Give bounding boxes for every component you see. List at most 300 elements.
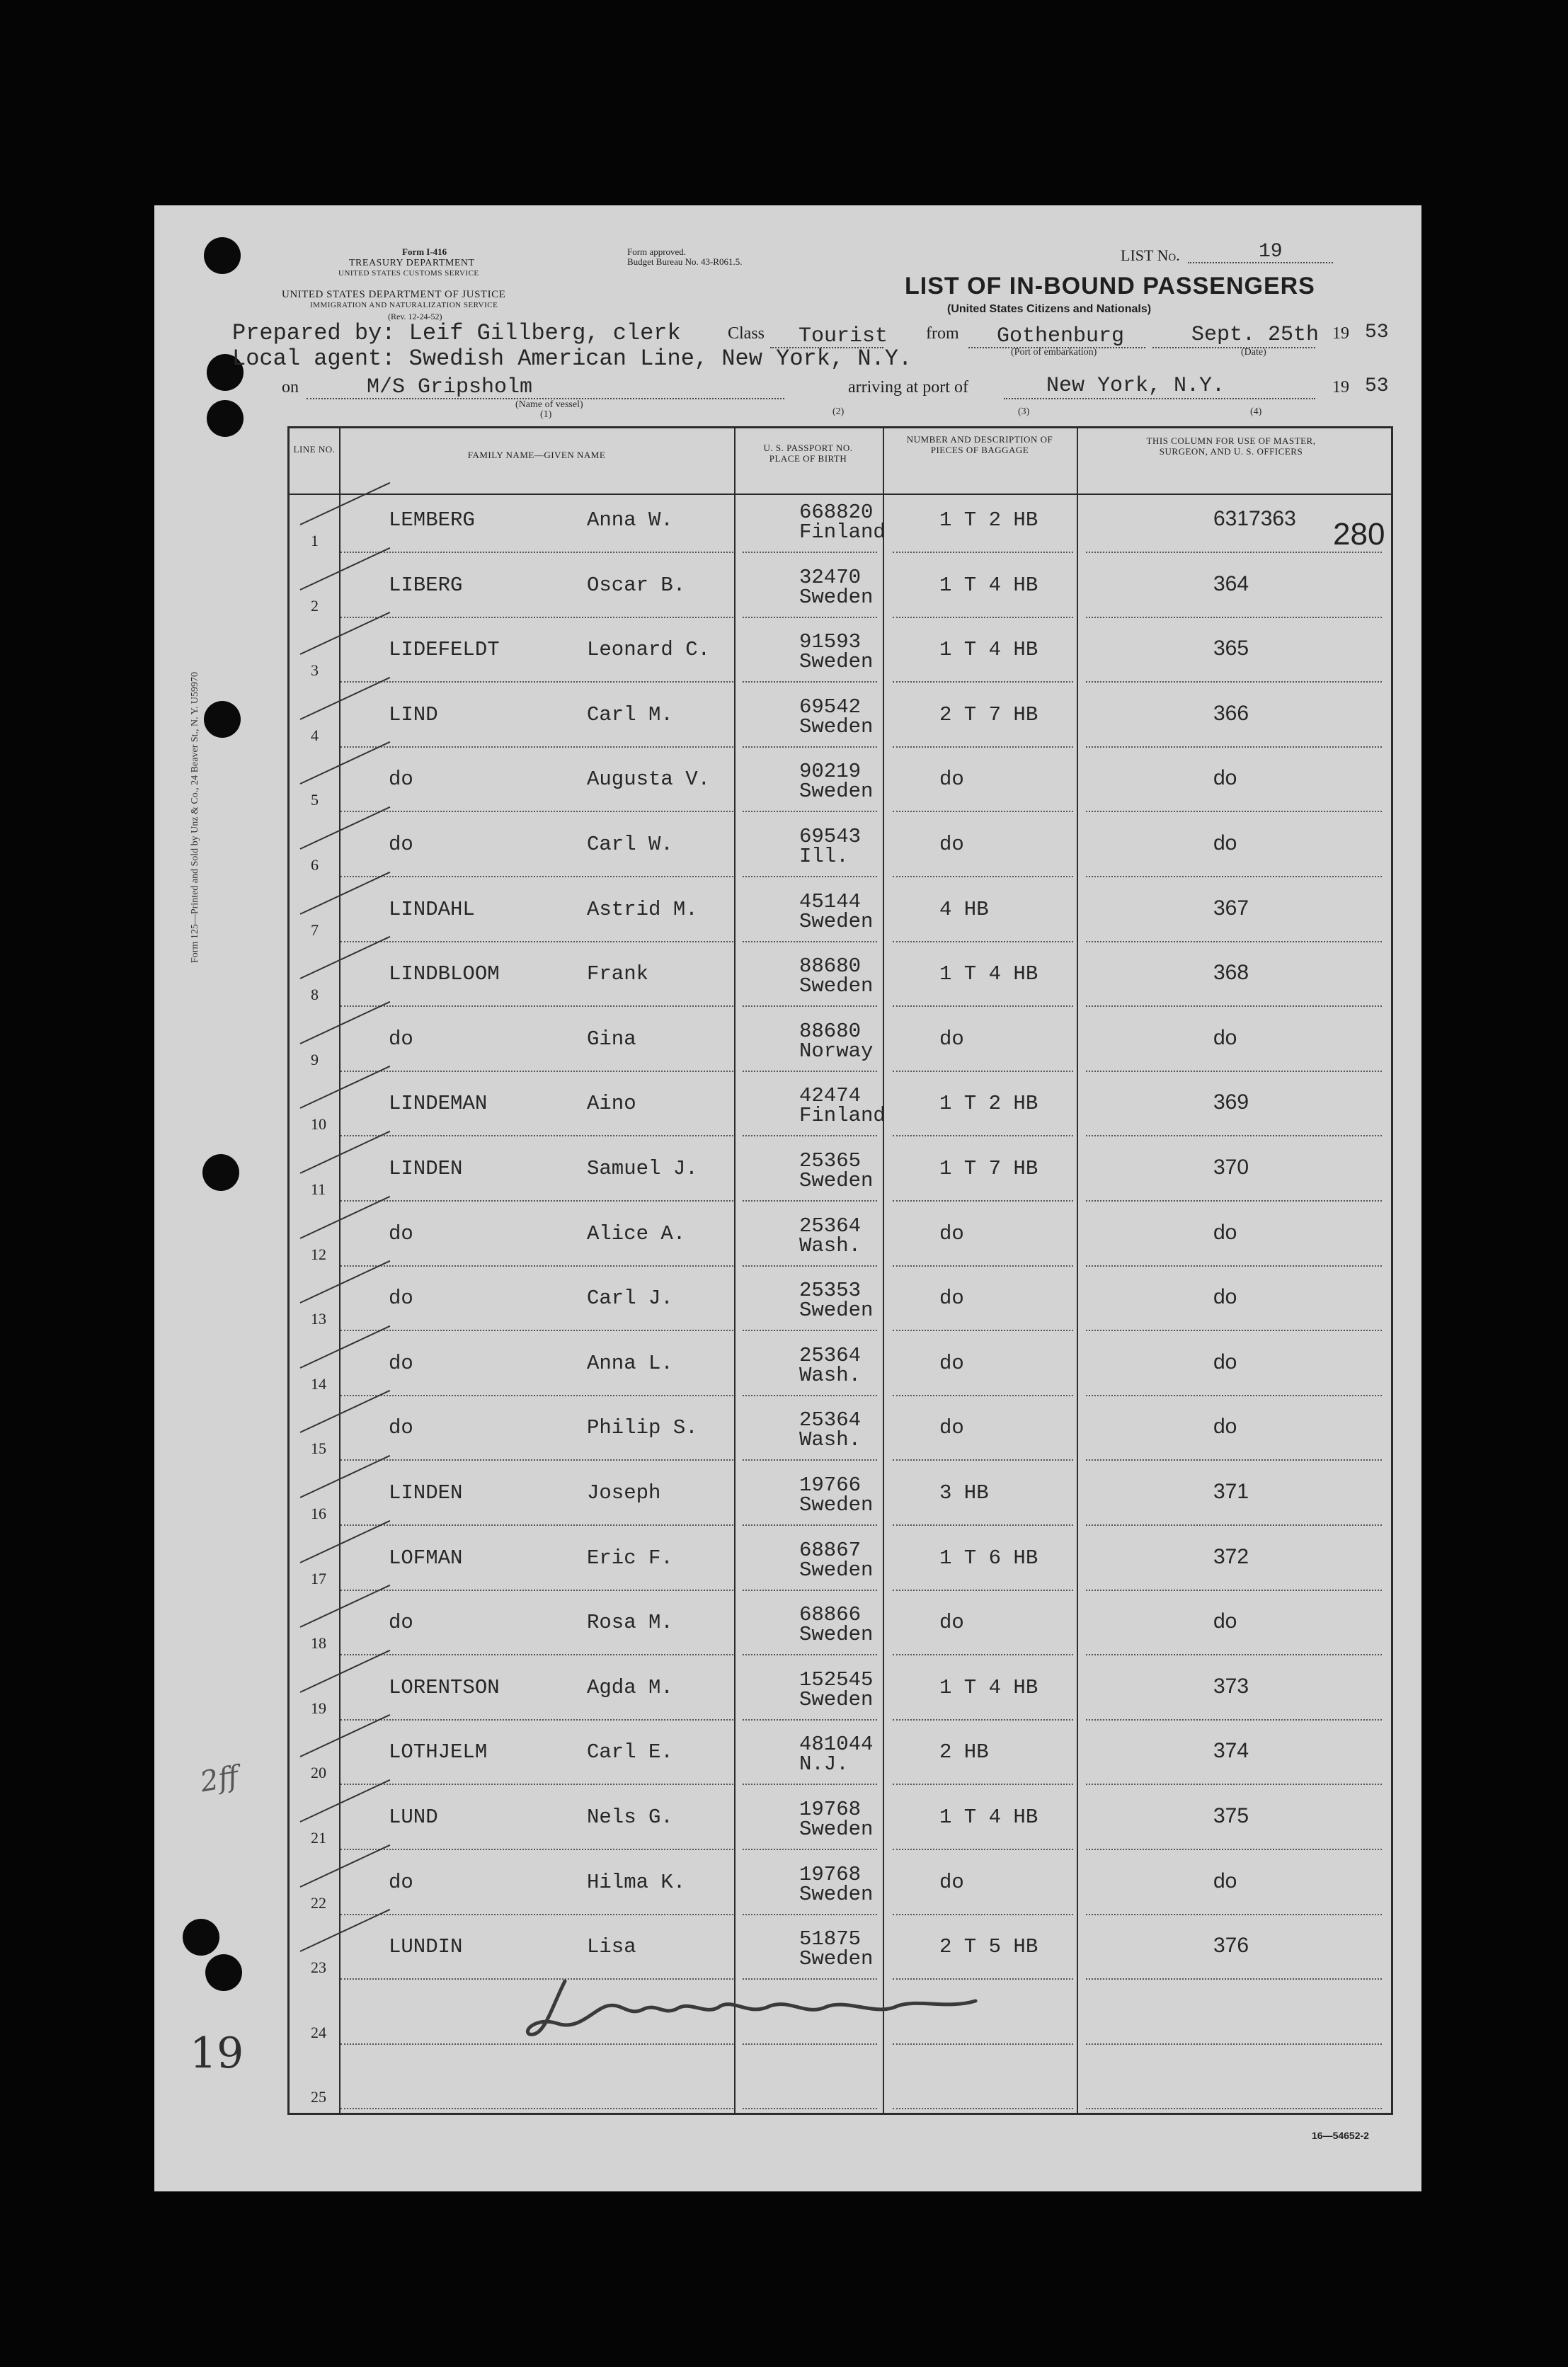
line-number: 25 <box>311 2088 326 2106</box>
line-number: 13 <box>311 1310 326 1328</box>
row-dotted-rule <box>743 811 877 812</box>
line-number: 24 <box>311 2023 326 2041</box>
row-dotted-rule <box>743 1849 877 1850</box>
row-dotted-rule <box>893 1590 1073 1591</box>
family-name: do <box>389 1416 413 1440</box>
passport-cell <box>799 1929 873 1969</box>
printer-imprint: Form 125—Printed and Sold by Unz & Co., 24 Beaver St., N. Y. U59970 <box>190 671 200 963</box>
baggage-description: do <box>939 833 964 856</box>
passport-number: 25365 <box>799 1149 862 1173</box>
table-row <box>290 1274 1391 1338</box>
given-name: Nels G. <box>587 1806 673 1829</box>
place-of-birth: Sweden <box>799 1623 874 1647</box>
officer-number: 6317363 <box>1213 507 1296 530</box>
given-name: Astrid M. <box>587 897 698 921</box>
customs-label: UNITED STATES CUSTOMS SERVICE <box>338 269 479 278</box>
family-name: LEMBERG <box>389 508 475 532</box>
row-dotted-rule <box>1086 1135 1382 1136</box>
row-dotted-rule <box>743 1524 877 1526</box>
given-name: Carl W. <box>587 833 673 856</box>
baggage-description: 2 T 7 HB <box>939 702 1038 726</box>
year-prefix: 19 <box>1332 324 1349 343</box>
table-row <box>290 690 1391 755</box>
passport-number: 152545 <box>799 1667 874 1692</box>
row-dotted-rule <box>743 1590 877 1591</box>
family-name: LINDAHL <box>389 897 475 921</box>
row-dotted-rule <box>743 552 877 553</box>
line-number: 2 <box>311 596 319 615</box>
row-dotted-rule <box>1086 1719 1382 1721</box>
place-of-birth: N.J. <box>799 1752 849 1776</box>
passport-cell <box>799 827 861 867</box>
passport-cell <box>799 1473 874 1517</box>
col-header-passport: U. S. PASSPORT NO. PLACE OF BIRTH <box>763 443 853 464</box>
line-number: 5 <box>311 791 319 809</box>
arriving-label: arriving at port of <box>848 378 968 397</box>
baggage-description: do <box>939 1221 964 1245</box>
passport-cell <box>799 1667 874 1711</box>
line-number: 23 <box>311 1958 326 1977</box>
baggage-description: 1 T 4 HB <box>939 962 1038 986</box>
col-caption-1: (1) <box>540 409 552 420</box>
passport-cell <box>799 889 874 933</box>
row-dotted-rule <box>893 1524 1073 1526</box>
family-name: LINDBLOOM <box>389 962 500 986</box>
table-row <box>290 496 1391 560</box>
row-dotted-rule <box>341 617 733 618</box>
row-dotted-rule <box>743 1395 877 1396</box>
given-name: Frank <box>587 962 649 986</box>
treasury-label: TREASURY DEPARTMENT <box>349 258 475 268</box>
row-dotted-rule <box>743 1330 877 1331</box>
passport-cell <box>799 1735 873 1774</box>
arrival-year-suffix: 53 <box>1365 375 1389 397</box>
place-of-birth: Sweden <box>799 1169 874 1192</box>
row-dotted-rule <box>893 1849 1073 1850</box>
place-of-birth: Sweden <box>799 974 874 998</box>
port-embark-caption: (Port of embarkation) <box>1011 347 1097 358</box>
row-dotted-rule <box>1086 1524 1382 1526</box>
line-number: 12 <box>311 1245 326 1263</box>
row-dotted-rule <box>893 1459 1073 1461</box>
line-number: 10 <box>311 1115 326 1134</box>
family-name: do <box>389 1221 413 1245</box>
row-dotted-rule <box>341 876 733 877</box>
row-dotted-rule <box>1086 1395 1382 1396</box>
passport-cell <box>799 1538 874 1582</box>
row-dotted-rule <box>743 2108 877 2109</box>
line-number: 15 <box>311 1439 326 1458</box>
officer-number: do <box>1213 1285 1237 1309</box>
passport-number: 19766 <box>799 1473 862 1497</box>
line-number: 20 <box>311 1764 326 1782</box>
header-rule <box>290 494 1391 495</box>
row-dotted-rule <box>893 617 1073 618</box>
row-dotted-rule <box>1086 1200 1382 1202</box>
passport-number: 68866 <box>799 1603 862 1627</box>
family-name: LUND <box>389 1806 438 1829</box>
passport-cell <box>799 1800 873 1840</box>
passport-number: 19768 <box>799 1862 862 1886</box>
passport-number: 32470 <box>799 565 862 589</box>
row-dotted-rule <box>893 1135 1073 1136</box>
col-header-name: FAMILY NAME—GIVEN NAME <box>467 450 606 460</box>
row-dotted-rule <box>1086 1265 1382 1267</box>
row-dotted-rule <box>893 1071 1073 1072</box>
family-name: LIBERG <box>389 573 463 597</box>
table-row <box>290 885 1391 949</box>
place-of-birth: Sweden <box>799 1947 874 1971</box>
officer-number: 365 <box>1213 637 1249 661</box>
ins-label: IMMIGRATION AND NATURALIZATION SERVICE <box>310 301 498 309</box>
row-dotted-rule <box>341 681 733 683</box>
baggage-description: 3 HB <box>939 1481 989 1505</box>
line-number: 4 <box>311 726 319 744</box>
row-dotted-rule <box>743 1071 877 1072</box>
row-dotted-rule <box>893 1914 1073 1915</box>
passport-cell <box>799 1086 886 1126</box>
place-of-birth: Wash. <box>799 1363 862 1387</box>
family-name: LIND <box>389 702 438 726</box>
baggage-description: do <box>939 1287 964 1311</box>
passport-number: 88680 <box>799 954 862 979</box>
place-of-birth: Ill. <box>799 845 849 868</box>
row-dotted-rule <box>743 1200 877 1202</box>
row-dotted-rule <box>341 1654 733 1655</box>
footer-code: 16—54652-2 <box>1312 2130 1369 2141</box>
row-dotted-rule <box>893 1719 1073 1721</box>
passport-cell <box>799 954 874 998</box>
table-row <box>290 820 1391 884</box>
officer-number: 366 <box>1213 701 1249 725</box>
baggage-description: 2 T 5 HB <box>939 1935 1038 1959</box>
row-dotted-rule <box>341 552 733 553</box>
table-row <box>290 1728 1391 1792</box>
family-name: do <box>389 768 413 792</box>
officer-number: do <box>1213 1025 1237 1049</box>
table-row <box>290 1015 1391 1079</box>
table-row <box>290 1793 1391 1857</box>
binder-hole <box>207 400 244 437</box>
row-dotted-rule <box>341 1395 733 1396</box>
row-dotted-rule <box>341 1914 733 1915</box>
given-name: Hilma K. <box>587 1870 686 1894</box>
passport-cell <box>799 1410 861 1450</box>
arrival-port: New York, N.Y. <box>1046 374 1225 398</box>
line-number: 6 <box>311 856 319 874</box>
col-caption-3: (3) <box>1018 406 1030 417</box>
passport-cell <box>799 632 873 672</box>
row-dotted-rule <box>743 876 877 877</box>
given-name: Anna W. <box>587 508 673 532</box>
line-number: 1 <box>311 532 319 549</box>
row-dotted-rule <box>893 1265 1073 1267</box>
row-dotted-rule <box>1086 1784 1382 1785</box>
row-dotted-rule <box>341 1784 733 1785</box>
family-name: LINDEMAN <box>389 1092 488 1116</box>
local-agent: Local agent: Swedish American Line, New York, N.Y. <box>232 346 912 372</box>
row-dotted-rule <box>1086 1071 1382 1072</box>
given-name: Eric F. <box>587 1546 673 1570</box>
line-number: 11 <box>311 1180 326 1198</box>
row-dotted-rule <box>341 941 733 942</box>
prepared-by: Prepared by: Leif Gillberg, clerk <box>232 320 681 346</box>
family-name: LOTHJELM <box>389 1740 488 1764</box>
row-dotted-rule <box>893 746 1073 748</box>
row-dotted-rule <box>1086 1654 1382 1655</box>
row-dotted-rule <box>893 1330 1073 1331</box>
row-dotted-rule <box>1086 941 1382 942</box>
given-name: Gina <box>587 1027 636 1051</box>
row-dotted-rule <box>743 1914 877 1915</box>
table-row <box>290 561 1391 625</box>
line-number: 8 <box>311 986 319 1004</box>
row-dotted-rule <box>341 1459 733 1461</box>
row-dotted-rule <box>341 1524 733 1526</box>
line-number: 19 <box>311 1699 326 1717</box>
baggage-description: 2 HB <box>939 1740 989 1764</box>
given-name: Leonard C. <box>587 638 711 662</box>
manifest-page <box>154 205 1421 2191</box>
class-value: Tourist <box>799 324 888 348</box>
given-name: Anna L. <box>587 1351 673 1375</box>
form-number: Form I-416 <box>402 246 447 257</box>
col-caption-2: (2) <box>832 406 845 417</box>
row-dotted-rule <box>341 1005 733 1007</box>
given-name: Lisa <box>587 1935 636 1959</box>
row-dotted-rule <box>1086 1914 1382 1915</box>
officer-number: 375 <box>1213 1804 1249 1827</box>
officer-number: 367 <box>1213 896 1249 920</box>
binder-hole <box>205 1954 242 1991</box>
given-name: Carl J. <box>587 1287 673 1311</box>
officer-number: 370 <box>1213 1156 1249 1179</box>
place-of-birth: Sweden <box>799 1818 874 1841</box>
binder-hole <box>204 237 241 274</box>
passport-number: 90219 <box>799 760 862 784</box>
row-dotted-rule <box>1086 811 1382 812</box>
table-row <box>290 1468 1391 1533</box>
from-value: Gothenburg <box>997 324 1125 348</box>
passport-cell <box>799 1605 873 1645</box>
officer-number: do <box>1213 1869 1237 1893</box>
baggage-description: do <box>939 1416 964 1440</box>
row-dotted-rule <box>1086 1005 1382 1007</box>
officer-number: do <box>1213 766 1237 790</box>
passport-number: 481044 <box>799 1733 874 1757</box>
baggage-description: 1 T 2 HB <box>939 508 1038 532</box>
line-number: 21 <box>311 1829 326 1847</box>
tally-check-mark <box>300 482 391 525</box>
family-name: do <box>389 1351 413 1375</box>
officer-number: do <box>1213 1415 1237 1439</box>
place-of-birth: Finland <box>799 520 886 544</box>
row-dotted-rule <box>341 2108 733 2109</box>
officer-number: do <box>1213 1220 1237 1244</box>
on-label: on <box>282 378 299 397</box>
table-row <box>290 1403 1391 1468</box>
line-number: 9 <box>311 1050 319 1068</box>
passenger-table <box>287 426 1393 2115</box>
from-label: from <box>926 324 959 343</box>
officer-number: do <box>1213 1350 1237 1374</box>
place-of-birth: Sweden <box>799 1882 874 1906</box>
row-dotted-rule <box>743 1654 877 1655</box>
date-line <box>1152 347 1315 348</box>
row-dotted-rule <box>1086 552 1382 553</box>
row-dotted-rule <box>1086 1849 1382 1850</box>
line-number: 17 <box>311 1569 326 1587</box>
passport-number: 69543 <box>799 825 862 848</box>
baggage-description: 1 T 7 HB <box>939 1157 1038 1180</box>
row-dotted-rule <box>341 1330 733 1331</box>
officer-signature <box>522 1967 1032 2052</box>
line-number: 14 <box>311 1374 326 1393</box>
passport-cell <box>799 697 873 737</box>
place-of-birth: Norway <box>799 1039 874 1063</box>
given-name: Carl E. <box>587 1740 673 1764</box>
place-of-birth: Sweden <box>799 780 874 804</box>
line-number: 7 <box>311 920 319 939</box>
table-row <box>290 1858 1391 1922</box>
corner-number: 280 <box>1333 517 1385 552</box>
baggage-description: 1 T 2 HB <box>939 1092 1038 1116</box>
place-of-birth: Sweden <box>799 1558 874 1582</box>
budget-label: Budget Bureau No. 43-R061.5. <box>627 256 743 267</box>
given-name: Samuel J. <box>587 1157 698 1180</box>
row-dotted-rule <box>341 1265 733 1267</box>
row-dotted-rule <box>341 1135 733 1136</box>
officer-number: 376 <box>1213 1934 1249 1958</box>
arrival-year-prefix: 19 <box>1332 378 1349 397</box>
row-dotted-rule <box>893 681 1073 683</box>
place-of-birth: Sweden <box>799 1299 874 1323</box>
passport-number: 19768 <box>799 1798 862 1821</box>
binder-hole <box>204 701 241 738</box>
place-of-birth: Sweden <box>799 585 874 609</box>
passport-cell <box>799 1281 873 1321</box>
table-row <box>290 2052 1391 2116</box>
approved-label: Form approved. <box>627 246 687 257</box>
table-row <box>290 1144 1391 1209</box>
arrival-line <box>1004 398 1315 399</box>
col-header-baggage: NUMBER AND DESCRIPTION OF PIECES OF BAGGAGE <box>906 434 1053 455</box>
row-dotted-rule <box>743 1784 877 1785</box>
row-dotted-rule <box>743 941 877 942</box>
baggage-description: 1 T 4 HB <box>939 638 1038 662</box>
row-dotted-rule <box>1086 2043 1382 2045</box>
baggage-description: do <box>939 1351 964 1375</box>
place-of-birth: Sweden <box>799 714 874 738</box>
row-dotted-rule <box>1086 617 1382 618</box>
row-dotted-rule <box>893 876 1073 877</box>
baggage-description: 1 T 4 HB <box>939 1806 1038 1829</box>
family-name: LINDEN <box>389 1157 463 1180</box>
row-dotted-rule <box>893 1200 1073 1202</box>
row-dotted-rule <box>341 1071 733 1072</box>
row-dotted-rule <box>1086 1459 1382 1461</box>
row-dotted-rule <box>893 1395 1073 1396</box>
officer-number: 374 <box>1213 1739 1249 1763</box>
table-row <box>290 1663 1391 1728</box>
family-name: do <box>389 1611 413 1635</box>
row-dotted-rule <box>743 1135 877 1136</box>
baggage-description: do <box>939 1611 964 1635</box>
line-number: 18 <box>311 1634 326 1653</box>
family-name: do <box>389 833 413 856</box>
vessel-caption: (Name of vessel) <box>515 399 583 410</box>
passport-number: 25364 <box>799 1214 862 1238</box>
passport-number: 668820 <box>799 501 874 524</box>
list-no-value: 19 <box>1259 241 1283 263</box>
row-dotted-rule <box>341 1590 733 1591</box>
officer-number: do <box>1213 1609 1237 1633</box>
row-dotted-rule <box>341 746 733 748</box>
list-no-label: LIST No. <box>1121 246 1180 264</box>
margin-list-mark: 19 <box>190 2029 244 2078</box>
officer-number: 368 <box>1213 961 1249 985</box>
family-name: LIDEFELDT <box>389 638 500 662</box>
baggage-description: 1 T 4 HB <box>939 573 1038 597</box>
given-name: Rosa M. <box>587 1611 673 1635</box>
passport-number: 69542 <box>799 695 862 719</box>
row-dotted-rule <box>893 1005 1073 1007</box>
row-dotted-rule <box>1086 1590 1382 1591</box>
given-name: Oscar B. <box>587 573 686 597</box>
given-name: Augusta V. <box>587 768 711 792</box>
family-name: do <box>389 1027 413 1051</box>
row-dotted-rule <box>743 681 877 683</box>
date-value: Sept. 25th <box>1191 323 1320 347</box>
passport-number: 25364 <box>799 1408 862 1432</box>
row-dotted-rule <box>893 2108 1073 2109</box>
row-dotted-rule <box>1086 876 1382 877</box>
place-of-birth: Sweden <box>799 1687 874 1711</box>
col-caption-4: (4) <box>1250 406 1262 417</box>
class-label: Class <box>728 324 765 343</box>
row-dotted-rule <box>1086 1978 1382 1980</box>
officer-number: 364 <box>1213 571 1249 595</box>
row-dotted-rule <box>893 941 1073 942</box>
row-dotted-rule <box>743 1459 877 1461</box>
family-name: LINDEN <box>389 1481 463 1505</box>
given-name: Carl M. <box>587 702 673 726</box>
table-row <box>290 1339 1391 1403</box>
passport-cell <box>799 762 873 802</box>
line-number: 22 <box>311 1893 326 1912</box>
place-of-birth: Sweden <box>799 650 874 674</box>
table-row <box>290 1598 1391 1662</box>
place-of-birth: Wash. <box>799 1233 862 1257</box>
place-of-birth: Wash. <box>799 1428 862 1452</box>
page-title: LIST OF IN-BOUND PASSENGERS <box>905 273 1315 300</box>
row-dotted-rule <box>1086 1330 1382 1331</box>
row-dotted-rule <box>893 552 1073 553</box>
passport-number: 91593 <box>799 630 862 654</box>
date-caption: (Date) <box>1241 347 1266 358</box>
row-dotted-rule <box>893 1654 1073 1655</box>
passport-cell <box>799 565 874 609</box>
row-dotted-rule <box>341 1200 733 1202</box>
row-dotted-rule <box>341 1719 733 1721</box>
baggage-description: do <box>939 768 964 792</box>
passport-number: 42474 <box>799 1084 862 1108</box>
table-row <box>290 1209 1391 1274</box>
passport-cell <box>799 1019 874 1063</box>
baggage-description: 1 T 6 HB <box>939 1546 1038 1570</box>
passport-number: 68867 <box>799 1538 862 1562</box>
row-dotted-rule <box>743 1719 877 1721</box>
